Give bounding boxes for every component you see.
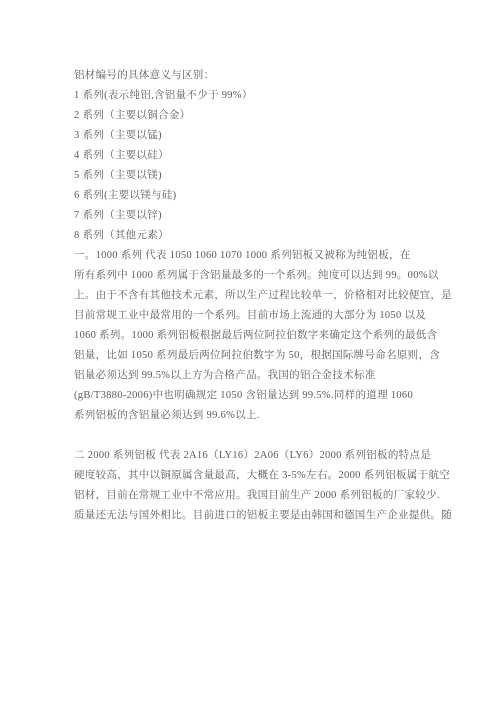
paragraph-line: 铝量，比如 1050 系列最后两位阿拉伯数字为 50，根据国际牌号命名原则，含 bbox=[74, 350, 441, 361]
series-item-1: 1 系列(表示纯铝,含铝量不少于 99%） bbox=[74, 90, 253, 101]
paragraph-line: (gB/T3880-2006)中也明确规定 1050 含铝量达到 99.5%.同样的道理 1060 bbox=[74, 390, 414, 401]
paragraph-line: 二 2000 系列铝板 代表 2A16（LY16）2A06（LY6）2000 系列铝板的特点是 bbox=[74, 450, 432, 461]
paragraph-line: 一。1000 系列 代表 1050 1060 1070 1000 系列铝板又被称为纯铝板，在 bbox=[74, 250, 411, 261]
paragraph-spacer bbox=[74, 426, 424, 446]
document-body bbox=[74, 66, 452, 526]
series-item-5: 5 系列（主要以镁) bbox=[74, 170, 162, 181]
paragraph-line: 1060 系列。1000 系列铝板根据最后两位阿拉伯数字来确定这个系列的最低含 bbox=[74, 330, 438, 341]
paragraph-line: 目前常规工业中最常用的一个系列。目前市场上流通的大部分为 1050 以及 bbox=[74, 310, 427, 321]
paragraph-1000-series bbox=[74, 246, 452, 426]
series-item-7: 7 系列（主要以锌) bbox=[74, 210, 162, 221]
paragraph-line: 所有系列中 1000 系列属于含铝量最多的一个系列。纯度可以达到 99。00%以 bbox=[74, 270, 439, 281]
series-item-4: 4 系列（主要以硅） bbox=[74, 150, 169, 161]
paragraph-line: 铝量必须达到 99.5%以上方为合格产品。我国的铝合金技术标准 bbox=[74, 370, 376, 381]
series-list bbox=[74, 86, 424, 246]
paragraph-line: 硬度较高，其中以铜原属含量最高，大概在 3-5%左右。2000 系列铝板属于航空 bbox=[74, 470, 450, 481]
series-item-2: 2 系列（主要以铜合金） bbox=[74, 110, 191, 121]
paragraph-line: 系列铝板的含铝量必须达到 99.6%以上. bbox=[74, 410, 260, 421]
paragraph-line: 质量还无法与国外相比。目前进口的铝板主要是由韩国和德国生产企业提供。随 bbox=[74, 510, 452, 521]
paragraph-line: 上。由于不含有其他技术元素，所以生产过程比较单一，价格相对比较便宜，是 bbox=[74, 290, 452, 301]
series-item-3: 3 系列（主要以锰) bbox=[74, 130, 162, 141]
series-item-8: 8 系列（其他元素） bbox=[74, 230, 169, 241]
paragraph-2000-series bbox=[74, 446, 452, 526]
series-item-6: 6 系列(主要以镁与硅) bbox=[74, 190, 177, 201]
document-heading: 铝材编号的具体意义与区别： bbox=[74, 70, 215, 81]
paragraph-line: 铝材，目前在常规工业中不常应用。我国目前生产 2000 系列铝板的厂家较少. bbox=[74, 490, 440, 501]
